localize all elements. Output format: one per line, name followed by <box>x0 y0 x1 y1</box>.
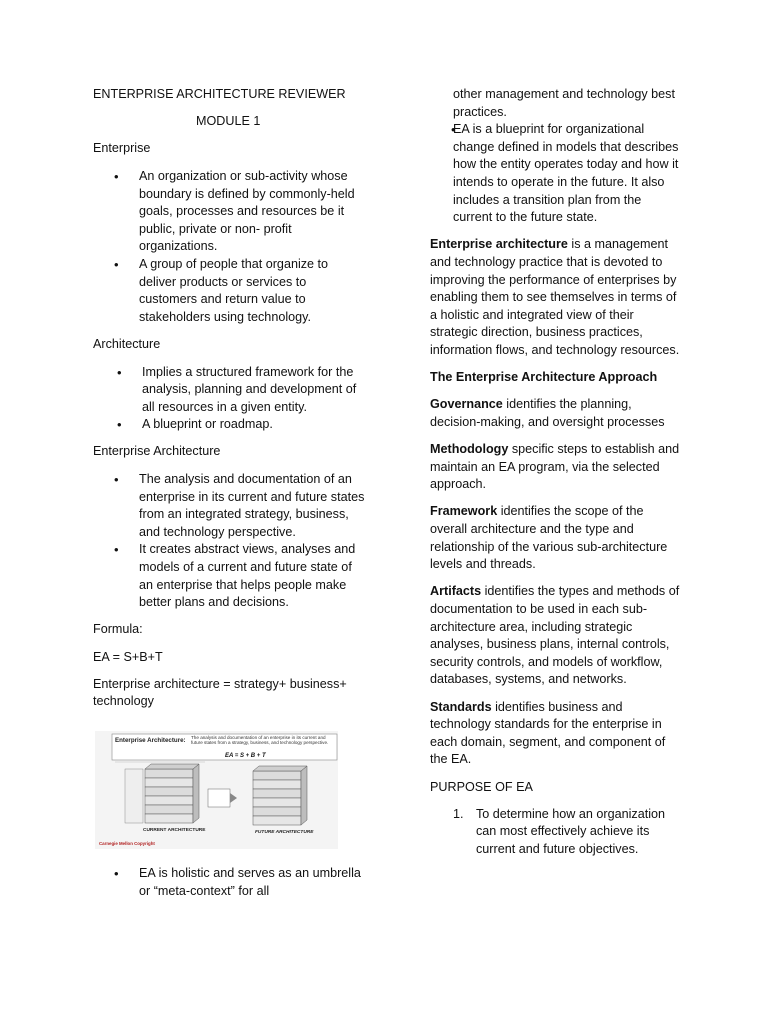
methodology-term: Methodology <box>430 442 509 457</box>
framework-paragraph: Framework identifies the scope of the overall architecture and the type and relationship of the various sub-architecture levels and threads. <box>430 504 668 572</box>
list-item <box>430 806 680 859</box>
figure-title-bold: Enterprise Architecture: <box>115 736 186 744</box>
approach-heading: The Enterprise Architecture Approach <box>430 370 658 385</box>
list-item: • A blueprint or roadmap. <box>93 416 365 434</box>
figure-equation: EA = S + B + T <box>225 752 266 759</box>
current-architecture-stack <box>125 764 199 823</box>
list-item: • EA is holistic and serves as an umbrella or “meta-context” for all <box>93 865 365 900</box>
ea-heading: Enterprise Architecture <box>93 444 221 459</box>
ea-diagram-image <box>95 731 338 849</box>
formula-expanded: Enterprise architecture = strategy+ business+ technology <box>93 676 347 709</box>
cmu-copyright-label: Carnegie Mellon Copyright <box>99 840 155 846</box>
purpose-list <box>430 806 680 859</box>
list-item: • It creates abstract views, analyses and models of a current and future state of an enterprise that helps people make better plans and decisions. <box>93 541 365 611</box>
ea-definition-term: Enterprise architecture <box>430 237 568 252</box>
enterprise-list <box>93 168 365 326</box>
list-item: • A group of people that organize to deliver products or services to customers and return value to stakeholders using technology. <box>93 256 365 326</box>
standards-term: Standards <box>430 699 492 714</box>
list-item: • The analysis and documentation of an enterprise in its current and future states from an integrated strategy, business, and technology perspective. <box>93 471 365 541</box>
framework-term: Framework <box>430 504 498 519</box>
formula: EA = S+B+T <box>93 649 163 664</box>
module-label: MODULE 1 <box>196 114 261 129</box>
left-column <box>93 86 365 910</box>
list-item: • EA is a blueprint for organizational change defined in models that describes how the entity operates today and how it intends to operate in the future. It also includes a transition plan from the current to the future state. <box>430 121 680 227</box>
future-architecture-label: FUTURE ARCHITECTURE <box>255 829 314 835</box>
current-architecture-label: CURRENT ARCHITECTURE <box>143 827 206 833</box>
methodology-paragraph: Methodology specific steps to establish and maintain an EA program, via the selected approach. <box>430 442 680 492</box>
enterprise-heading: Enterprise <box>93 141 151 156</box>
ea-definition <box>430 236 680 359</box>
right-column <box>430 86 680 859</box>
figure-title-rest: The analysis and documentation of an enterprise in its current and future states from a strategy, business, and technology perspective. <box>191 734 329 746</box>
ea-list <box>93 471 365 612</box>
governance-paragraph: Governance identifies the planning, decision-making, and oversight processes <box>430 397 665 429</box>
artifacts-term: Artifacts <box>430 584 482 599</box>
list-item: • Implies a structured framework for the analysis, planning and development of all resources in a given entity. <box>93 364 365 417</box>
list-item-text: To determine how an organization can most effectively achieve its current and future objectives. <box>476 806 666 856</box>
list-number: 1. <box>453 806 464 821</box>
future-architecture-stack <box>253 766 307 825</box>
list-item: • An organization or sub-activity whose boundary is defined by commonly-held goals, processes and resources be it public, private or non- profit organizations. <box>93 168 365 256</box>
ea-definition-text: is a management and technology practice that is devoted to improving the performance of enterprises by enabling them to see themselves in terms of a holistic and integrated view of their strategic direction, business practices, information flows, and technology resources. <box>430 237 680 357</box>
architecture-heading: Architecture <box>93 336 161 351</box>
holistic-list <box>93 865 365 900</box>
continued-list-item: other management and technology best practices. <box>453 87 675 119</box>
purpose-heading: PURPOSE OF EA <box>430 779 533 794</box>
formula-label: Formula: <box>93 622 143 637</box>
blueprint-list <box>430 121 680 227</box>
governance-term: Governance <box>430 397 503 412</box>
architecture-list <box>93 364 365 434</box>
artifacts-paragraph: Artifacts identifies the types and methods of documentation to be used in each sub-architecture area, including strategic analyses, business plans, internal controls, security controls, and models of workflow, databases, systems, and networks. <box>430 584 680 687</box>
document-title: ENTERPRISE ARCHITECTURE REVIEWER <box>93 87 346 101</box>
standards-paragraph: Standards identifies business and technology standards for the enterprise in each domain, segment, and component of the EA. <box>430 699 666 767</box>
